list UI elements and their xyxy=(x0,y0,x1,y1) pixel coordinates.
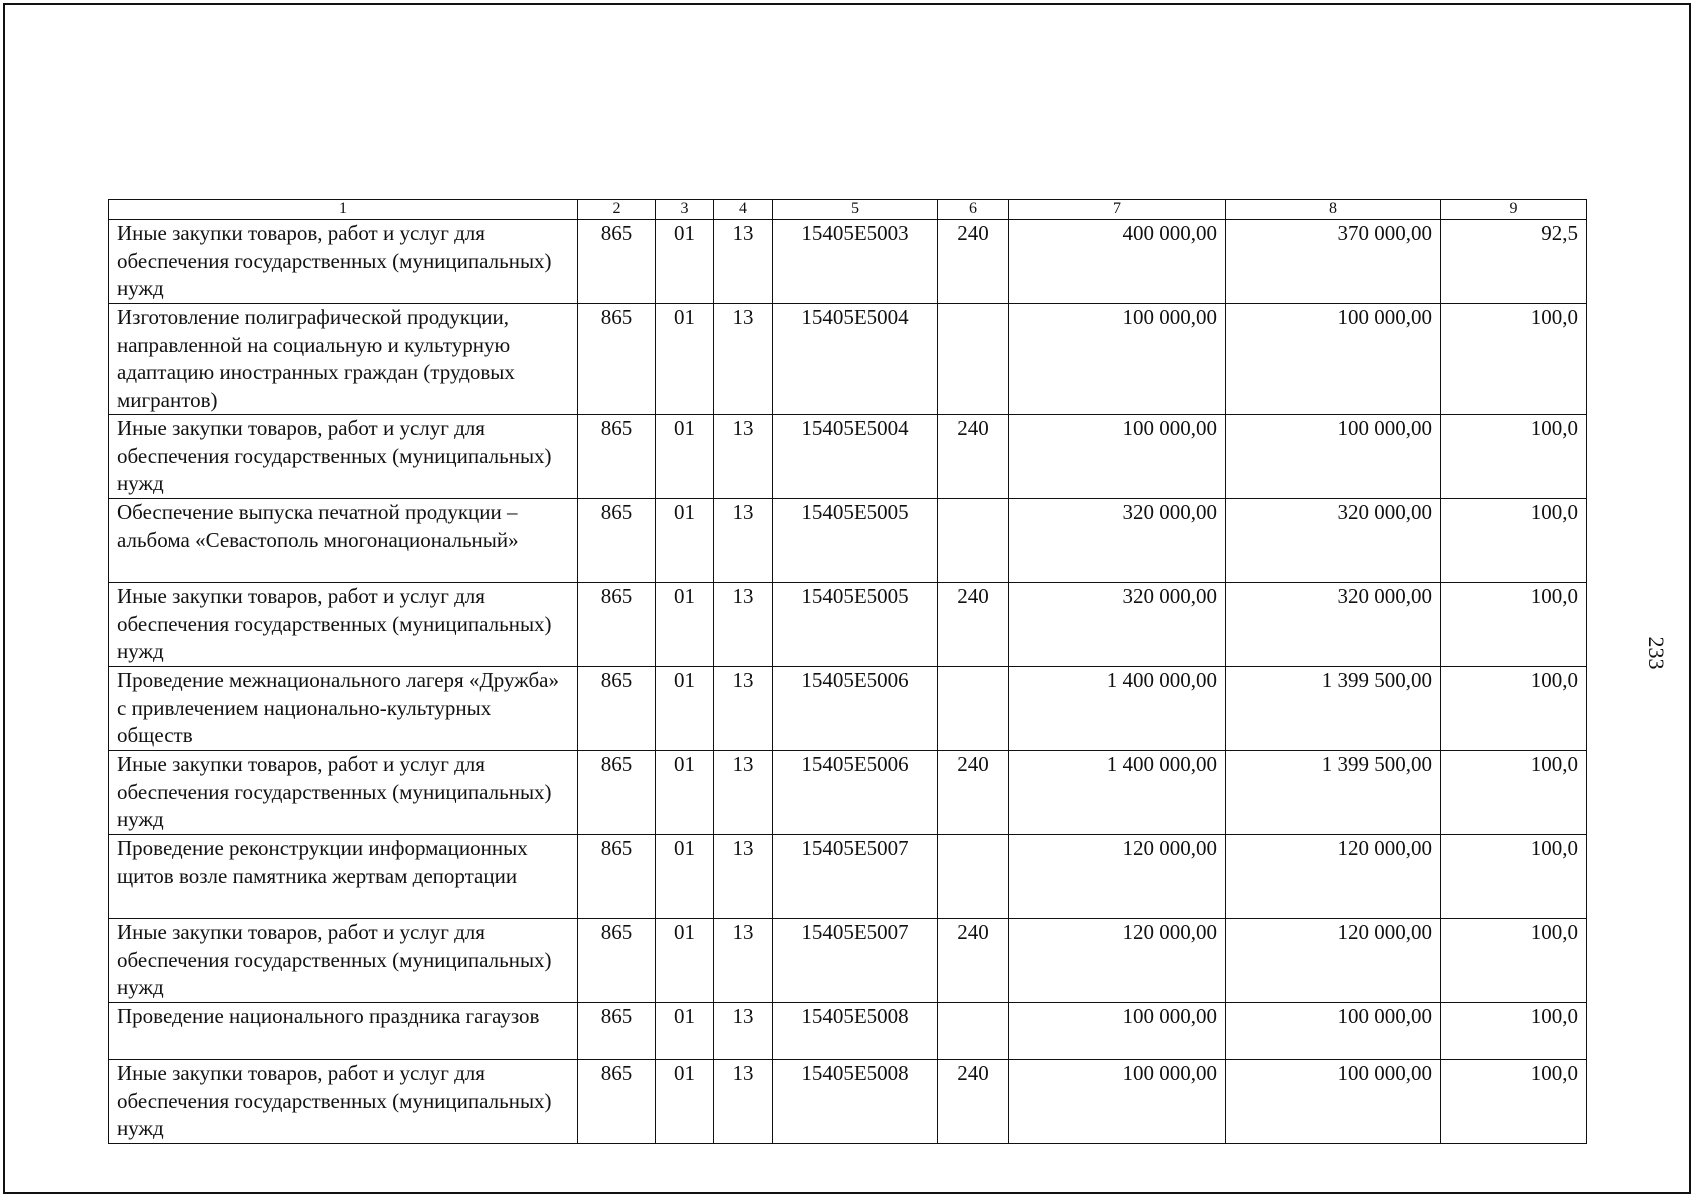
row-code-5: 15405E5004 xyxy=(773,415,938,499)
row-code-6 xyxy=(938,499,1009,583)
row-code-3: 01 xyxy=(656,1003,714,1060)
row-code-3: 01 xyxy=(656,304,714,415)
row-name: Иные закупки товаров, работ и услуг для обеспечения государственных (муниципальных) нужд xyxy=(109,1060,578,1144)
row-code-2: 865 xyxy=(578,751,656,835)
row-code-2: 865 xyxy=(578,667,656,751)
row-name: Иные закупки товаров, работ и услуг для обеспечения государственных (муниципальных) нужд xyxy=(109,583,578,667)
row-amount-8: 100 000,00 xyxy=(1226,1003,1441,1060)
table-row xyxy=(109,304,1587,415)
row-code-4: 13 xyxy=(714,220,773,304)
row-code-4: 13 xyxy=(714,835,773,919)
row-percent-9: 100,0 xyxy=(1441,583,1587,667)
row-code-6 xyxy=(938,304,1009,415)
row-percent-9: 100,0 xyxy=(1441,499,1587,583)
row-name: Иные закупки товаров, работ и услуг для обеспечения государственных (муниципальных) нужд xyxy=(109,415,578,499)
row-code-3: 01 xyxy=(656,1060,714,1144)
row-code-5: 15405E5006 xyxy=(773,667,938,751)
row-name: Проведение национального праздника гагаузов xyxy=(109,1003,578,1060)
row-code-3: 01 xyxy=(656,583,714,667)
row-amount-7: 320 000,00 xyxy=(1009,499,1226,583)
row-code-6: 240 xyxy=(938,415,1009,499)
row-code-4: 13 xyxy=(714,415,773,499)
header-cell: 5 xyxy=(773,200,938,220)
row-code-2: 865 xyxy=(578,1003,656,1060)
row-code-5: 15405E5007 xyxy=(773,919,938,1003)
header-cell: 8 xyxy=(1226,200,1441,220)
row-amount-7: 120 000,00 xyxy=(1009,835,1226,919)
header-cell: 7 xyxy=(1009,200,1226,220)
row-name: Иные закупки товаров, работ и услуг для обеспечения государственных (муниципальных) нужд xyxy=(109,220,578,304)
row-name: Изготовление полиграфической продукции, направленной на социальную и культурную адаптацию иностранных граждан (трудовых мигрантов) xyxy=(109,304,578,415)
row-code-4: 13 xyxy=(714,919,773,1003)
row-code-2: 865 xyxy=(578,1060,656,1144)
row-name: Обеспечение выпуска печатной продукции – альбома «Севастополь многонациональный» xyxy=(109,499,578,583)
row-code-5: 15405E5008 xyxy=(773,1060,938,1144)
row-amount-8: 120 000,00 xyxy=(1226,919,1441,1003)
header-cell: 4 xyxy=(714,200,773,220)
table-row xyxy=(109,1003,1587,1060)
row-code-6: 240 xyxy=(938,751,1009,835)
row-code-2: 865 xyxy=(578,583,656,667)
row-amount-8: 370 000,00 xyxy=(1226,220,1441,304)
row-code-3: 01 xyxy=(656,667,714,751)
row-code-4: 13 xyxy=(714,304,773,415)
row-amount-7: 1 400 000,00 xyxy=(1009,667,1226,751)
row-amount-7: 100 000,00 xyxy=(1009,415,1226,499)
table-row xyxy=(109,499,1587,583)
header-cell: 3 xyxy=(656,200,714,220)
row-code-3: 01 xyxy=(656,919,714,1003)
table-row xyxy=(109,415,1587,499)
row-code-2: 865 xyxy=(578,499,656,583)
row-percent-9: 100,0 xyxy=(1441,1003,1587,1060)
row-code-3: 01 xyxy=(656,499,714,583)
table-row xyxy=(109,583,1587,667)
row-amount-7: 400 000,00 xyxy=(1009,220,1226,304)
table-row xyxy=(109,919,1587,1003)
row-code-6: 240 xyxy=(938,583,1009,667)
row-percent-9: 92,5 xyxy=(1441,220,1587,304)
row-amount-8: 1 399 500,00 xyxy=(1226,751,1441,835)
row-code-2: 865 xyxy=(578,919,656,1003)
row-name: Иные закупки товаров, работ и услуг для обеспечения государственных (муниципальных) нужд xyxy=(109,751,578,835)
row-code-6 xyxy=(938,1003,1009,1060)
row-name: Иные закупки товаров, работ и услуг для обеспечения государственных (муниципальных) нужд xyxy=(109,919,578,1003)
row-code-5: 15405E5005 xyxy=(773,583,938,667)
row-amount-7: 100 000,00 xyxy=(1009,304,1226,415)
row-amount-7: 100 000,00 xyxy=(1009,1003,1226,1060)
row-amount-8: 320 000,00 xyxy=(1226,583,1441,667)
table-row xyxy=(109,667,1587,751)
row-code-4: 13 xyxy=(714,667,773,751)
row-code-5: 15405E5008 xyxy=(773,1003,938,1060)
header-cell: 9 xyxy=(1441,200,1587,220)
row-code-6 xyxy=(938,835,1009,919)
row-percent-9: 100,0 xyxy=(1441,304,1587,415)
row-code-4: 13 xyxy=(714,1003,773,1060)
row-code-5: 15405E5007 xyxy=(773,835,938,919)
row-code-5: 15405E5004 xyxy=(773,304,938,415)
row-code-3: 01 xyxy=(656,835,714,919)
row-code-3: 01 xyxy=(656,220,714,304)
row-percent-9: 100,0 xyxy=(1441,835,1587,919)
row-percent-9: 100,0 xyxy=(1441,919,1587,1003)
row-amount-7: 320 000,00 xyxy=(1009,583,1226,667)
row-amount-7: 120 000,00 xyxy=(1009,919,1226,1003)
row-amount-7: 100 000,00 xyxy=(1009,1060,1226,1144)
header-cell: 1 xyxy=(109,200,578,220)
row-code-6: 240 xyxy=(938,919,1009,1003)
row-code-2: 865 xyxy=(578,835,656,919)
row-code-4: 13 xyxy=(714,751,773,835)
row-code-5: 15405E5006 xyxy=(773,751,938,835)
row-amount-8: 100 000,00 xyxy=(1226,304,1441,415)
row-amount-8: 320 000,00 xyxy=(1226,499,1441,583)
row-code-6: 240 xyxy=(938,1060,1009,1144)
table-header-row xyxy=(109,200,1587,220)
page-number: 233 xyxy=(1644,636,1669,670)
row-code-6: 240 xyxy=(938,220,1009,304)
row-code-4: 13 xyxy=(714,583,773,667)
table-row xyxy=(109,751,1587,835)
row-name: Проведение межнационального лагеря «Дружба» с привлечением национально-культурных обществ xyxy=(109,667,578,751)
row-code-5: 15405E5005 xyxy=(773,499,938,583)
table-row xyxy=(109,220,1587,304)
row-amount-8: 120 000,00 xyxy=(1226,835,1441,919)
row-percent-9: 100,0 xyxy=(1441,751,1587,835)
budget-table xyxy=(108,199,1587,1144)
row-percent-9: 100,0 xyxy=(1441,667,1587,751)
row-percent-9: 100,0 xyxy=(1441,1060,1587,1144)
row-amount-8: 1 399 500,00 xyxy=(1226,667,1441,751)
row-code-5: 15405E5003 xyxy=(773,220,938,304)
header-cell: 6 xyxy=(938,200,1009,220)
row-code-2: 865 xyxy=(578,415,656,499)
row-code-2: 865 xyxy=(578,220,656,304)
row-code-2: 865 xyxy=(578,304,656,415)
row-code-3: 01 xyxy=(656,751,714,835)
row-percent-9: 100,0 xyxy=(1441,415,1587,499)
row-code-6 xyxy=(938,667,1009,751)
row-amount-7: 1 400 000,00 xyxy=(1009,751,1226,835)
table-row xyxy=(109,835,1587,919)
header-cell: 2 xyxy=(578,200,656,220)
row-name: Проведение реконструкции информационных щитов возле памятника жертвам депортации xyxy=(109,835,578,919)
row-code-4: 13 xyxy=(714,499,773,583)
row-amount-8: 100 000,00 xyxy=(1226,415,1441,499)
row-code-3: 01 xyxy=(656,415,714,499)
table-row xyxy=(109,1060,1587,1144)
row-code-4: 13 xyxy=(714,1060,773,1144)
row-amount-8: 100 000,00 xyxy=(1226,1060,1441,1144)
